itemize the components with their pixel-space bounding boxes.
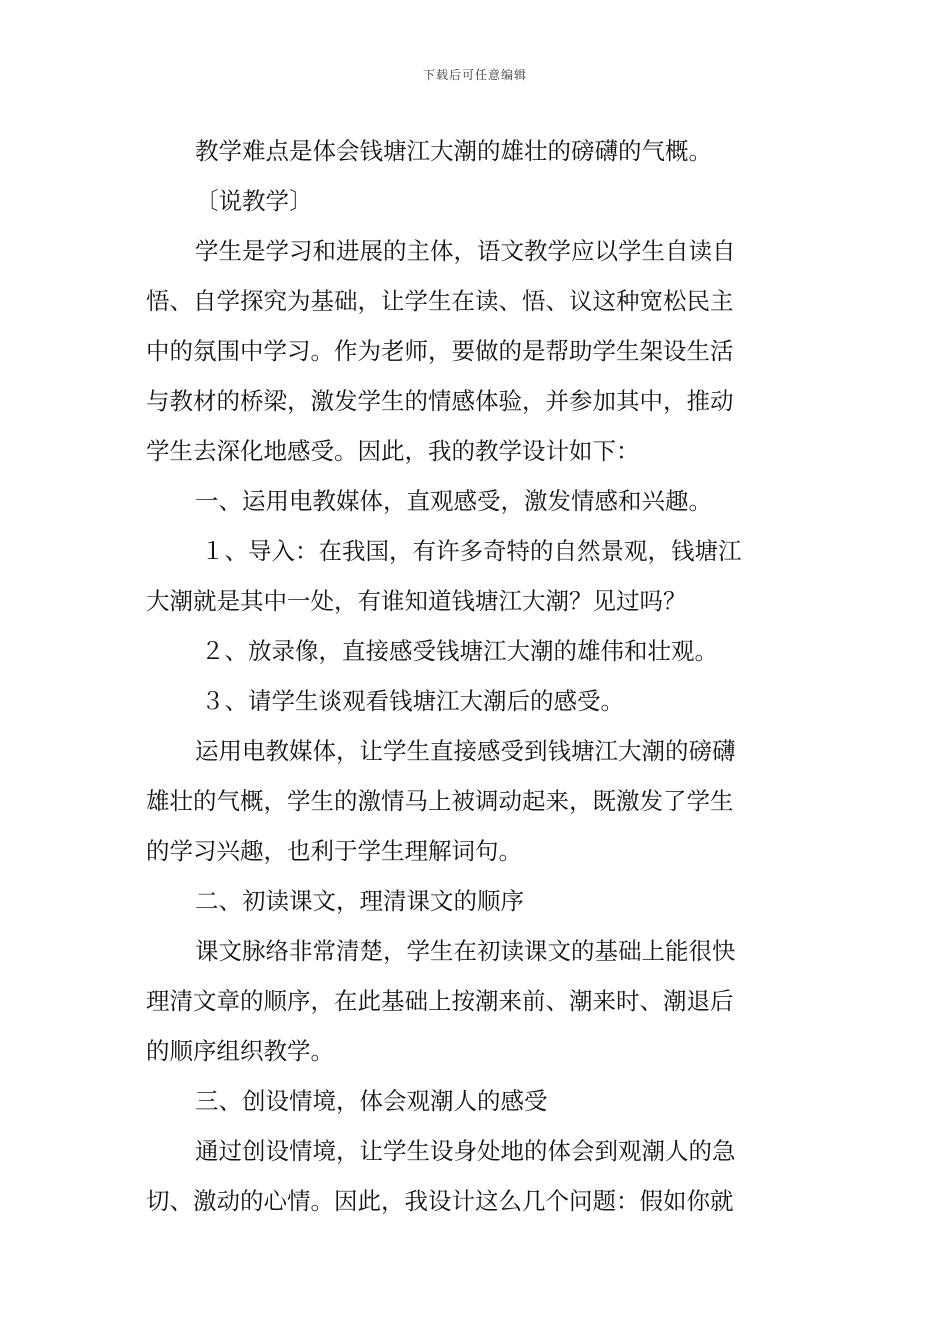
text-line: 的顺序组织教学。	[146, 1037, 334, 1065]
text-line: 理清文章的顺序，在此基础上按潮来前、潮来时、潮退后	[146, 987, 734, 1015]
page-header: 下载后可任意编辑	[422, 68, 527, 82]
text-line: 教学难点是体会钱塘江大潮的雄壮的磅礴的气概。	[195, 137, 712, 165]
text-line: 中的氛围中学习。作为老师，要做的是帮助学生架设生活	[146, 337, 734, 365]
section-heading: 三、创设情境，体会观潮人的感受	[195, 1087, 548, 1115]
list-item: ２、放录像，直接感受钱塘江大潮的雄伟和壮观。	[201, 637, 718, 665]
list-item: １、导入：在我国，有许多奇特的自然景观，钱塘江	[201, 537, 742, 565]
text-line: 大潮就是其中一处，有谁知道钱塘江大潮？见过吗？	[146, 587, 687, 615]
text-line: 悟、自学探究为基础，让学生在读、悟、议这种宽松民主	[146, 287, 734, 315]
text-line: 通过创设情境，让学生设身处地的体会到观潮人的急	[195, 1137, 736, 1165]
text-line: 与教材的桥梁，激发学生的情感体验，并参加其中，推动	[146, 387, 734, 415]
document-body	[146, 126, 808, 1226]
text-line: 课文脉络非常清楚，学生在初读课文的基础上能很快	[195, 937, 736, 965]
section-label: 〔说教学〕	[195, 187, 313, 215]
text-line: 雄壮的气概，学生的激情马上被调动起来，既激发了学生	[146, 787, 734, 815]
text-line: 切、激动的心情。因此，我设计这么几个问题：假如你就	[146, 1187, 734, 1215]
text-line: 的学习兴趣，也利于学生理解词句。	[146, 837, 522, 865]
text-line: 学生是学习和进展的主体，语文教学应以学生自读自	[195, 237, 736, 265]
list-item: ３、请学生谈观看钱塘江大潮后的感受。	[201, 687, 624, 715]
text-line: 运用电教媒体，让学生直接感受到钱塘江大潮的磅礴	[195, 737, 736, 765]
section-heading: 一、运用电教媒体，直观感受，激发情感和兴趣。	[195, 487, 712, 515]
section-heading: 二、初读课文，理清课文的顺序	[195, 887, 524, 915]
text-line: 学生去深化地感受。因此，我的教学设计如下：	[146, 437, 640, 465]
